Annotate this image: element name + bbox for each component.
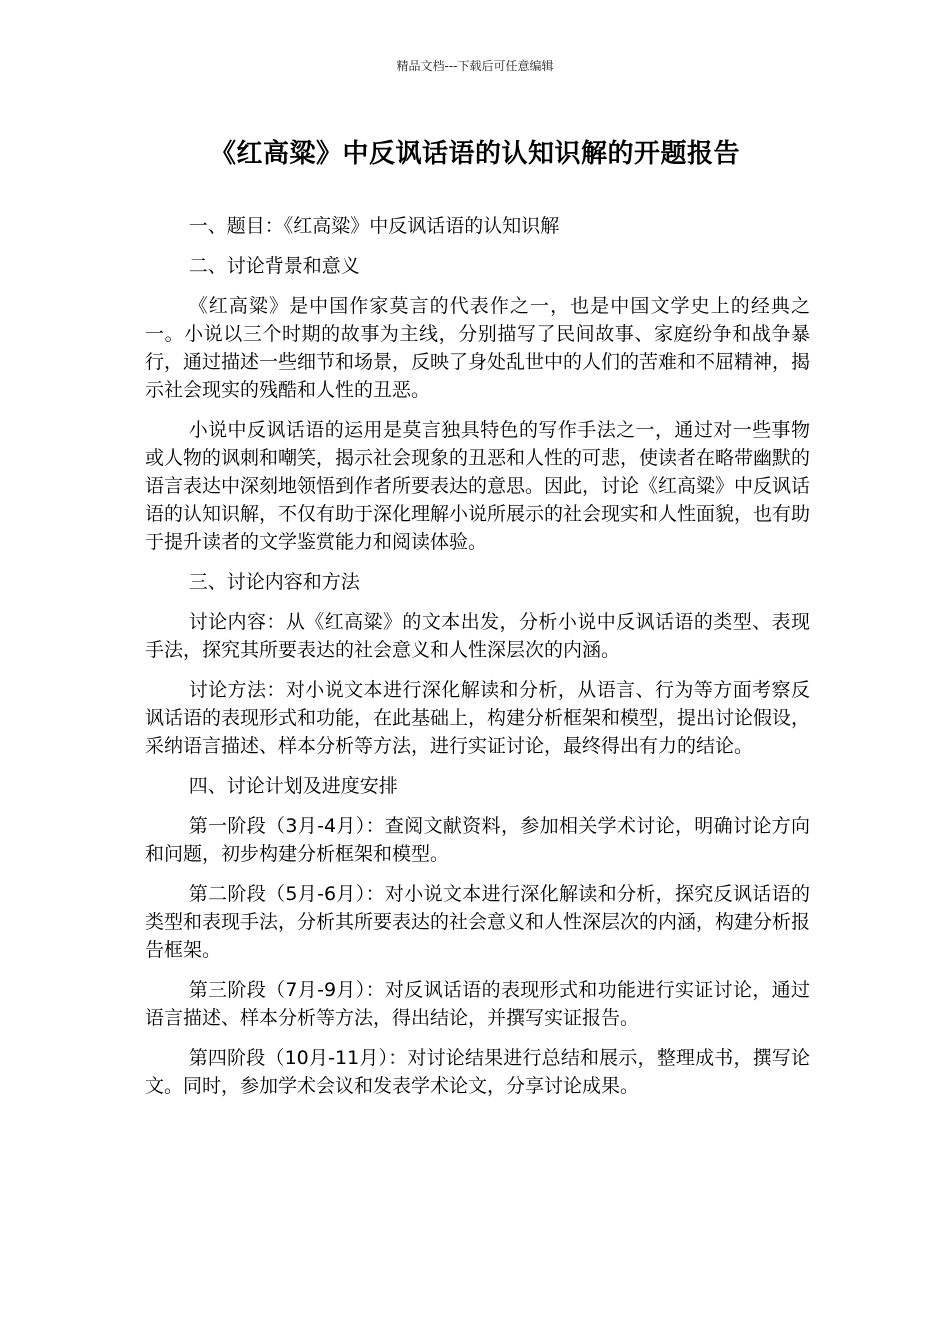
body-paragraph: 《红高粱》是中国作家莫言的代表作之一，也是中国文学史上的经典之一。小说以三个时期的故事为主线，分别描写了民间故事、家庭纷争和战争暴行，通过描述一些细节和场景，反映了身处乱世中的人们的苦难和不屈精神，揭示社会现实的残酷和人性的丑恶。 [145, 295, 811, 401]
schedule-stage-1: 第一阶段（3月-4月）：查阅文献资料，参加相关学术讨论，明确讨论方向和问题，初步构建分析框架和模型。 [145, 815, 810, 865]
section-heading-content-method: 三、讨论内容和方法 [188, 571, 360, 593]
body-paragraph: 小说中反讽话语的运用是莫言独具特色的写作手法之一，通过对一些事物或人物的讽刺和嘲笑，揭示社会现象的丑恶和人性的可悲，使读者在略带幽默的语言表达中深刻地领悟到作者所要表达的意思。因此，讨论《红高粱》中反讽话语的认知识解，不仅有助于深化理解小说所展示的社会现实和人性面貌，也有助于提升读者的文学鉴赏能力和阅读体验。 [145, 419, 811, 553]
schedule-stage-3: 第三阶段（7月-9月）：对反讽话语的表现形式和功能进行实证讨论，通过语言描述、样本分析等方法，得出结论，并撰写实证报告。 [145, 979, 810, 1029]
schedule-stage-2: 第二阶段（5月-6月）：对小说文本进行深化解读和分析，探究反讽话语的类型和表现手法，分析其所要表达的社会意义和人性深层次的内涵，构建分析报告框架。 [145, 883, 811, 961]
section-heading-background: 二、讨论背景和意义 [188, 255, 360, 277]
body-paragraph: 讨论方法：对小说文本进行深化解读和分析，从语言、行为等方面考察反讽话语的表现形式和功能，在此基础上，构建分析框架和模型，提出讨论假设，采纳语言描述、样本分析等方法，进行实证讨论，最终得出有力的结论。 [145, 679, 811, 757]
header-note: 精品文档---下载后可任意编辑 [396, 59, 554, 73]
body-paragraph: 讨论内容：从《红高粱》的文本出发，分析小说中反讽话语的类型、表现手法，探究其所要表达的社会意义和人性深层次的内涵。 [145, 611, 810, 661]
section-item-topic: 一、题目：《红高粱》中反讽话语的认知识解 [188, 215, 560, 237]
document-title: 《红高粱》中反讽话语的认知识解的开题报告 [209, 139, 740, 169]
schedule-stage-4: 第四阶段（10月-11月）：对讨论结果进行总结和展示，整理成书，撰写论文。同时，参加学术会议和发表学术论文，分享讨论成果。 [145, 1047, 810, 1097]
document-body [145, 212, 810, 1112]
section-heading-schedule: 四、讨论计划及进度安排 [188, 775, 398, 797]
